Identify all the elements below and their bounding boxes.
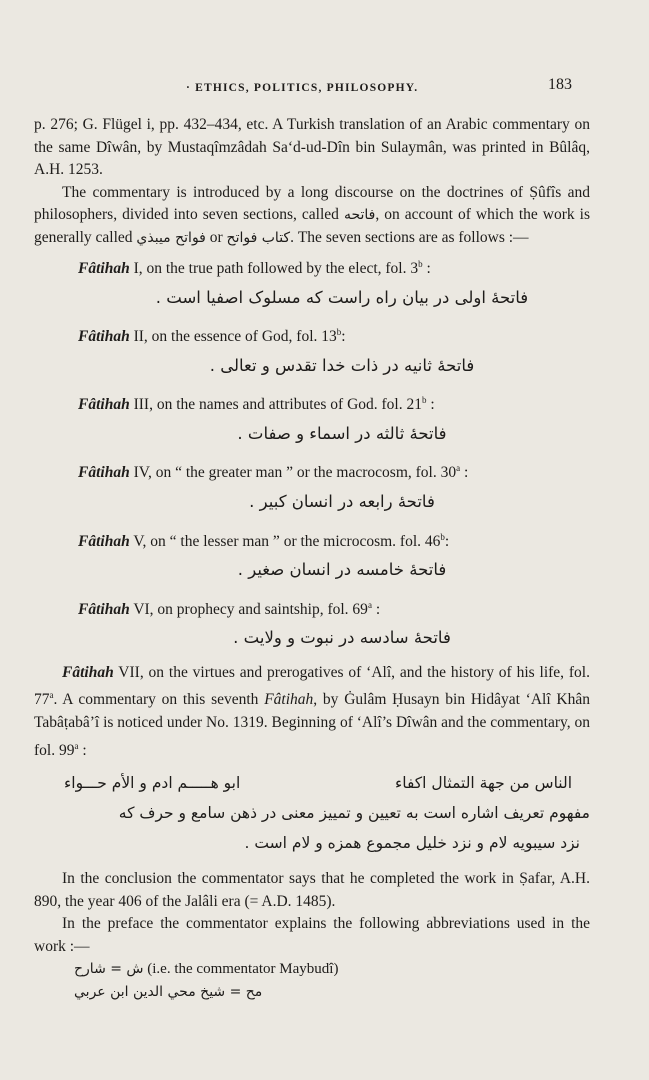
fatihah-entry	[34, 321, 590, 349]
page-body	[34, 114, 590, 1003]
folio-side: b	[440, 531, 445, 542]
fatihah-tail: :	[444, 532, 450, 550]
arabic-verse-line-1	[34, 768, 590, 798]
seventh-text-b: . A commentary on this seventh	[53, 691, 265, 709]
fatihah-entry	[34, 526, 590, 554]
arabic-term-fatihah: فاتحه	[343, 207, 376, 223]
intro-paragraph-2	[34, 182, 590, 250]
fatihah-number: II	[133, 328, 144, 346]
fatihah-name: Fâtihah	[78, 260, 130, 278]
page-header	[0, 76, 649, 100]
arabic-commentary-line-3: نزد سیبویه لام و نزد خلیل مجموع همزه و لام است .	[244, 834, 580, 853]
verse-hemistich-left: ابو هـــــم ادم و الأم حـــواء	[64, 774, 241, 793]
seventh-text-a: , on the virtues and prerogatives of ‘Alî, and the history of his life, fol. 77	[34, 663, 590, 709]
seventh-fatihah-paragraph	[34, 662, 590, 762]
fatihah-entry	[34, 594, 590, 622]
abbreviation-item	[74, 981, 590, 1004]
fatihah-description: , on “ the lesser man ” or the microcosm. fol. 46	[142, 532, 441, 550]
folio-side: a	[74, 740, 79, 751]
fatihah-description: , on the true path followed by the elect, fol. 3	[138, 260, 419, 278]
fatihah-entry	[34, 457, 590, 485]
intro-paragraph-1: p. 276; G. Flügel i, pp. 432–434, etc. A Turkish translation of an Arabic commentary on the same Dîwân, by Mustaqîmzâdah Sa‘d-ud-Dîn bin Sulaymân, was printed in Bûlâq, A.H. 1253.	[34, 116, 590, 178]
seventh-italic: Fâtihah	[264, 691, 314, 709]
fatihah-name: Fâtihah	[78, 532, 130, 550]
arabic-commentary-line-2: مفهوم تعریف اشاره است به تعیین و تمییز معنی در ذهن سامع و حرف که	[118, 804, 590, 823]
fatihah-arabic-heading: فاتحهٔ سادسه در نبوت و ولایت .	[233, 628, 451, 648]
fatihah-description: , on the essence of God, fol. 13	[143, 328, 337, 346]
fatihah-description: , on prophecy and saintship, fol. 69	[149, 600, 368, 618]
seventh-text-d: :	[78, 741, 87, 759]
fatihah-name: Fâtihah	[78, 396, 130, 414]
folio-side: a	[49, 690, 54, 701]
fatihah-tail: :	[460, 464, 469, 482]
fatihah-number: VI	[133, 600, 150, 618]
folio-side: a	[456, 463, 461, 474]
seventh-text-c: , by Ġulâm Ḥusayn bin Hidâyat ‘Alî Khân Tabâṭabâ’î is noticed under No. 1319. Beginning of ‘Alî’s Dîwân and the commentary, on fol. 99	[34, 691, 590, 759]
folio-side: a	[367, 599, 372, 610]
folio-side: b	[422, 395, 427, 406]
intro-text-or: or	[209, 228, 223, 246]
verse-hemistich-right: الناس من جهة التمثال اكفاء	[394, 774, 572, 793]
arabic-title-kitab-fawatih: كتاب فواتح	[226, 229, 291, 246]
fatihah-number: V	[133, 532, 143, 550]
abbreviation-item	[74, 958, 590, 981]
fatihah-arabic-heading: فاتحهٔ رابعه در انسان کبیر .	[249, 492, 435, 512]
running-head: · ETHICS, POLITICS, PHILOSOPHY.	[186, 82, 419, 94]
fatihah-entry	[34, 389, 590, 417]
fatihah-tail: :	[426, 396, 435, 414]
abbreviation-arabic: مح = شیخ محي الدين ابن عربي	[74, 983, 263, 1000]
fatihah-arabic-heading: فاتحهٔ خامسه در انسان صغیر .	[237, 560, 447, 580]
fatihah-entry	[34, 253, 590, 281]
fatihah-number: III	[133, 396, 150, 414]
abbreviation-gloss: (i.e. the commentator Maybudî)	[147, 961, 339, 978]
fatihah-name: Fâtihah	[62, 663, 114, 681]
fatihah-tail: :	[371, 600, 381, 618]
fatihah-arabic-heading: فاتحهٔ اولی در بیان راه راست که مسلوک اصفیا است .	[155, 287, 529, 307]
preface-paragraph: In the preface the commentator explains the following abbreviations used in the work :—	[34, 915, 590, 955]
fatihah-description: , on the names and attributes of God. fol. 21	[149, 396, 422, 414]
fatihah-tail: :	[422, 260, 431, 278]
abbreviation-list	[34, 958, 590, 1003]
fatihah-arabic-heading: فاتحهٔ ثانیه در ذات خدا تقدس و تعالی .	[209, 355, 475, 375]
fatihah-number: IV	[133, 464, 148, 482]
intro-text-a: The commentary is introduced by a long discourse on the doctrines of Ṣûfîs and philosophers, divided into seven sections, called	[34, 183, 590, 223]
arabic-title-fawatih-maybudi: فواتح ميبذي	[136, 229, 206, 246]
fatihah-name: Fâtihah	[78, 464, 130, 482]
abbreviation-arabic: ش = شارح	[74, 961, 144, 978]
intro-text-d: . The seven sections are as follows :—	[290, 228, 529, 246]
fatihah-list	[34, 253, 590, 650]
fatihah-name: Fâtihah	[78, 328, 130, 346]
fatihah-description: , on “ the greater man ” or the macrocosm, fol. 30	[147, 464, 457, 482]
intro-text-b: , on account of which the work is generally called	[34, 206, 591, 246]
fatihah-number: I	[133, 260, 139, 278]
conclusion-paragraph: In the conclusion the commentator says that he completed the work in Ṣafar, A.H. 890, the year 406 of the Jalâli era (= A.D. 1485).	[34, 870, 590, 910]
fatihah-tail: :	[341, 328, 346, 346]
fatihah-name: Fâtihah	[78, 600, 130, 618]
folio-side: b	[418, 259, 423, 269]
fatihah-arabic-heading: فاتحهٔ ثالثه در اسماء و صفات .	[237, 423, 447, 443]
page-number: 183	[548, 76, 572, 93]
fatihah-number: VII	[118, 663, 140, 681]
folio-side: b	[336, 327, 342, 338]
